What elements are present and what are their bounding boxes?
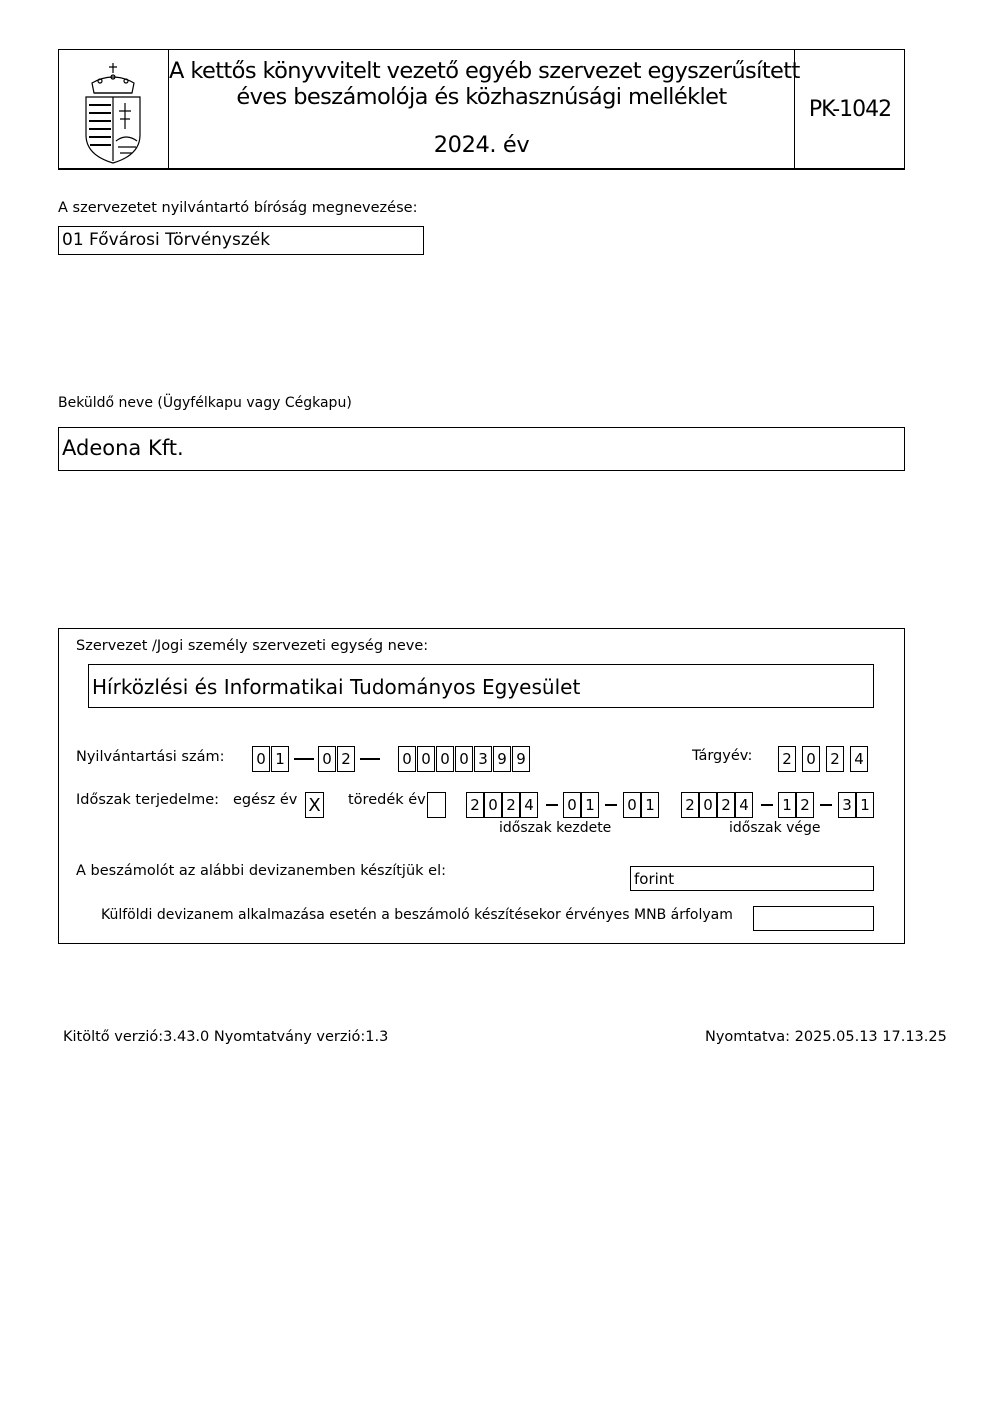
form-title-line2: éves beszámolója és közhasznúsági melléklet [236,84,727,110]
end-digit: 4 [735,792,753,818]
date-dash [820,804,832,806]
end-digit: 2 [796,792,814,818]
period-label: Időszak terjedelme: [76,792,220,808]
org-name-label: Szervezet /Jogi személy szervezeti egység neve: [76,638,429,654]
reg-digit: 0 [436,746,454,772]
sender-field[interactable]: Adeona Kft. [58,427,905,471]
reg-digit: 9 [512,746,530,772]
sender-label: Beküldő neve (Ügyfélkapu vagy Cégkapu) [58,395,352,411]
start-digit: 0 [484,792,502,818]
reg-digit: 0 [398,746,416,772]
start-digit: 2 [502,792,520,818]
reg-digit: 3 [474,746,492,772]
fx-rate-field[interactable] [753,906,874,931]
reg-number-label: Nyilvántartási szám: [76,749,225,765]
start-digit: 4 [520,792,538,818]
start-digit: 2 [466,792,484,818]
currency-label: A beszámolót az alábbi devizanemben készítjük el: [76,863,446,879]
start-digit: 1 [581,792,599,818]
period-end-field[interactable] [681,792,877,818]
reg-digit: 0 [455,746,473,772]
date-dash [761,804,773,806]
print-timestamp: Nyomtatva: 2025.05.13 17.13.25 [705,1029,947,1045]
fx-rate-label: Külföldi devizanem alkalmazása esetén a beszámoló készítésekor érvényes MNB árfolyam [101,907,733,923]
whole-year-checkbox[interactable]: X [305,792,324,818]
period-start-field[interactable] [466,792,662,818]
end-digit: 0 [699,792,717,818]
partial-year-label: töredék év [348,792,426,808]
reg-dash [360,758,380,760]
currency-field[interactable]: forint [630,866,874,891]
form-year: 2024. év [433,132,530,158]
end-digit: 1 [856,792,874,818]
reg-digit: 0 [417,746,435,772]
reg-digit: 9 [493,746,511,772]
court-field[interactable]: 01 Fővárosi Törvényszék [58,226,424,255]
subject-year-label: Tárgyév: [692,748,753,764]
crest-cell [58,49,169,170]
end-digit: 2 [717,792,735,818]
date-dash [546,804,558,806]
period-end-label: időszak vége [729,820,821,836]
end-digit: 2 [681,792,699,818]
date-dash [605,804,617,806]
end-digit: 1 [778,792,796,818]
version-info: Kitöltő verzió:3.43.0 Nyomtatvány verzió:1.3 [63,1029,389,1045]
year-digit: 2 [778,746,796,772]
reg-dash [294,758,314,760]
year-digit: 0 [802,746,820,772]
reg-digit: 0 [252,746,270,772]
subject-year-field[interactable] [778,746,874,772]
reg-digit: 0 [318,746,336,772]
court-label: A szervezetet nyilvántartó bíróság megnevezése: [58,200,418,216]
partial-year-checkbox[interactable] [427,792,446,818]
form-title-line1: A kettős könyvvitelt vezető egyéb szervezet egyszerűsített [169,58,800,84]
start-digit: 0 [563,792,581,818]
start-digit: 1 [641,792,659,818]
reg-digit: 1 [271,746,289,772]
period-start-label: időszak kezdete [499,820,612,836]
start-digit: 0 [623,792,641,818]
year-digit: 2 [826,746,844,772]
org-name-field[interactable]: Hírközlési és Informatikai Tudományos Egyesület [88,664,874,708]
year-digit: 4 [850,746,868,772]
reg-digit: 2 [337,746,355,772]
form-code: PK-1042 [794,49,905,170]
hungarian-coat-of-arms-icon [58,49,169,170]
reg-number-field[interactable] [252,746,572,772]
end-digit: 3 [838,792,856,818]
whole-year-label: egész év [233,792,298,808]
